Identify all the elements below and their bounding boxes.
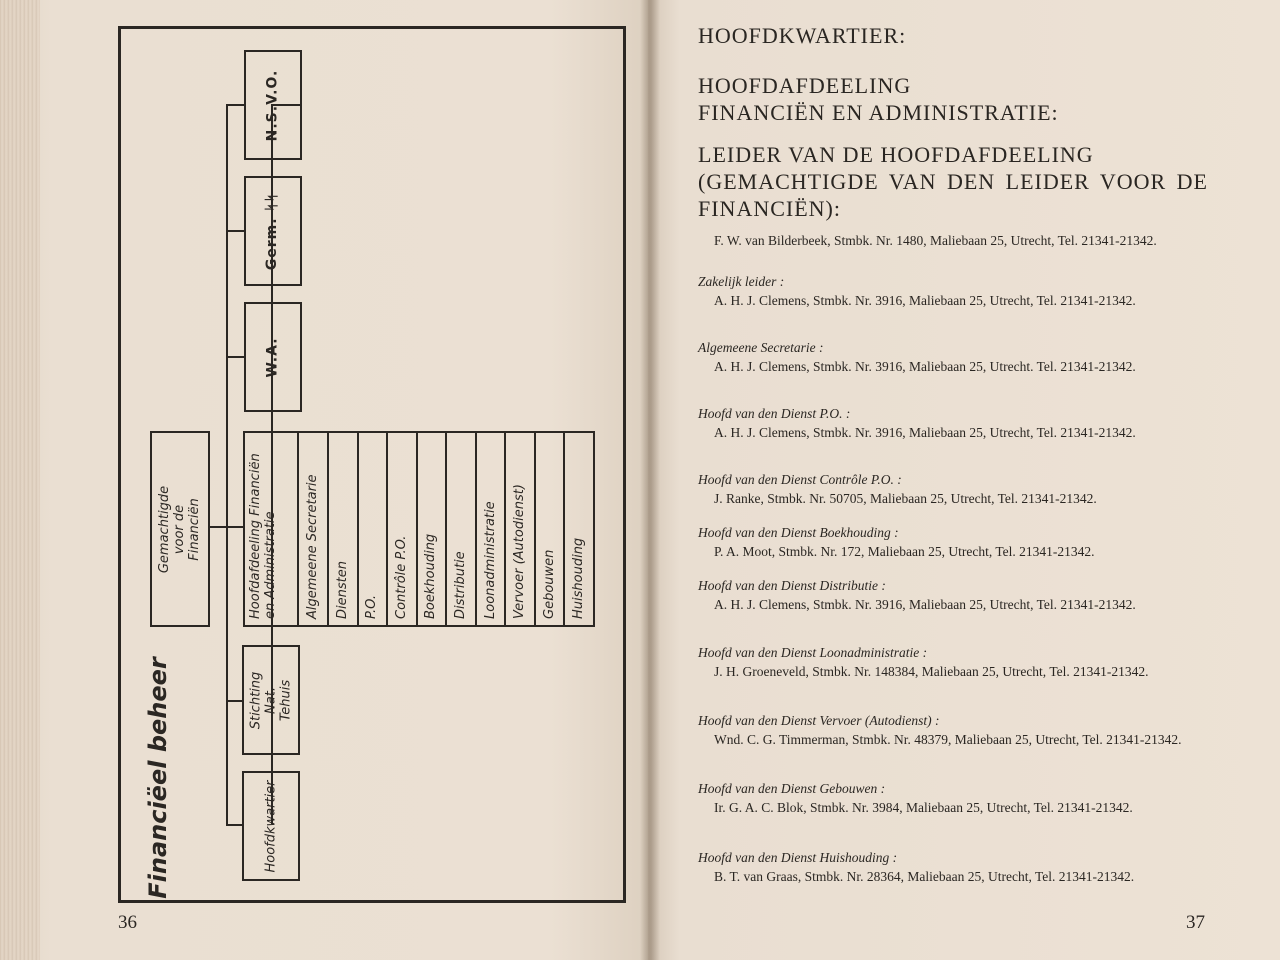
entry-vervoer (698, 713, 1208, 748)
branch-tick-top (210, 526, 244, 528)
department-label: Huishouding (571, 537, 587, 619)
stichting-box (242, 645, 300, 755)
department-label: P.O. (364, 594, 380, 619)
heading-3-line-1: LEIDER VAN DE HOOFDAFDEELING (698, 142, 1094, 167)
hoofdkwartier-box (242, 771, 300, 881)
entry-text: J. H. Groeneveld, Stmbk. Nr. 148384, Maliebaan 25, Utrecht, Tel. 21341-21342. (714, 664, 1149, 679)
entry-po (698, 406, 1208, 441)
trunk-line (226, 104, 228, 824)
department-label: Loonadministratie (482, 501, 498, 619)
branch-box-wa (244, 302, 302, 412)
leader-entry (698, 230, 1208, 249)
branch-tick-nsvo (226, 104, 244, 106)
heading-2-line-1: HOOFDAFDEELING (698, 73, 912, 98)
entry-text: A. H. J. Clemens, Stmbk. Nr. 3916, Maliebaan 25, Utrecht. Tel. 21341-21342. (714, 359, 1136, 374)
entry-zakelijk (698, 274, 1208, 309)
department-col (245, 433, 297, 625)
entry-label: Hoofd van den Dienst Distributie : (698, 578, 886, 593)
entry-text: A. H. J. Clemens, Stmbk. Nr. 3916, Maliebaan 25, Utrecht, Tel. 21341-21342. (714, 425, 1136, 440)
branch-label-nsvo: N.S.V.O. (264, 69, 281, 141)
branch-label-germ: Germ. ᛋᛋ (264, 192, 281, 270)
department-label: Boekhouding (423, 533, 439, 619)
department-label: Gebouwen (541, 549, 557, 619)
gemachtigde-box (150, 431, 210, 627)
page-number-left: 36 (118, 912, 137, 933)
hoofdkwartier-label: Hoofdkwartier (263, 779, 279, 873)
heading-hoofdkwartier (698, 22, 1208, 49)
org-chart-title-text: Financiëel beheer (144, 657, 173, 899)
entry-text: A. H. J. Clemens, Stmbk. Nr. 3916, Maliebaan 25, Utrecht, Tel. 21341-21342. (714, 597, 1136, 612)
departments-table (243, 431, 595, 627)
branch-label-wa: W.A. (264, 336, 281, 378)
heading-hoofdafdeeling (698, 72, 1208, 126)
entry-text: J. Ranke, Stmbk. Nr. 50705, Maliebaan 25, Utrecht, Tel. 21341-21342. (714, 491, 1097, 506)
entry-label: Hoofd van den Dienst P.O. : (698, 406, 851, 421)
branch-box-nsvo (244, 50, 302, 160)
page-number-right: 37 (1186, 912, 1205, 933)
department-label: Diensten (334, 561, 350, 619)
department-label: Contrôle P.O. (393, 535, 409, 619)
entry-label: Hoofd van den Dienst Huishouding : (698, 850, 898, 865)
stichting-label: Stichting Nat. Tehuis (248, 671, 294, 729)
org-chart-frame-bottom (118, 900, 626, 903)
department-col (327, 433, 357, 625)
entry-text: P. A. Moot, Stmbk. Nr. 172, Maliebaan 25, Utrecht, Tel. 21341-21342. (714, 544, 1095, 559)
entry-secretarie (698, 340, 1208, 375)
department-col (357, 433, 387, 625)
branch-tick-germ (226, 230, 244, 232)
department-col (475, 433, 505, 625)
page-stack-edge (0, 0, 40, 960)
entry-distributie (698, 578, 1208, 613)
entry-label: Hoofd van den Dienst Vervoer (Autodienst) : (698, 713, 940, 728)
entry-label: Hoofd van den Dienst Gebouwen : (698, 781, 886, 796)
entry-huishouding (698, 850, 1208, 885)
entry-text: A. H. J. Clemens, Stmbk. Nr. 3916, Maliebaan 25, Utrecht, Tel. 21341-21342. (714, 293, 1136, 308)
heading-2-line-2: FINANCIËN EN ADMINISTRATIE: (698, 100, 1059, 125)
entry-controle (698, 472, 1208, 507)
department-label: Algemeene Secretarie (305, 474, 321, 619)
entry-label: Zakelijk leider : (698, 274, 785, 289)
entry-loonadministratie (698, 645, 1208, 680)
leader-text: F. W. van Bilderbeek, Stmbk. Nr. 1480, Maliebaan 25, Utrecht, Tel. 21341-21342. (714, 233, 1157, 248)
entry-gebouwen (698, 781, 1208, 816)
department-col (504, 433, 534, 625)
department-col (445, 433, 475, 625)
entry-text: Ir. G. A. C. Blok, Stmbk. Nr. 3984, Maliebaan 25, Utrecht, Tel. 21341-21342. (714, 800, 1133, 815)
entry-label: Hoofd van den Dienst Boekhouding : (698, 525, 899, 540)
heading-3-line-3: FINANCIËN): (698, 196, 841, 221)
branch-tick-wa (226, 356, 244, 358)
department-label: Vervoer (Autodienst) (512, 484, 528, 619)
gemachtigde-label: Gemachtigde voor de Financiën (157, 485, 203, 573)
org-chart-title (138, 657, 178, 899)
entry-boekhouding (698, 525, 1208, 560)
department-col (416, 433, 446, 625)
book-gutter (640, 0, 660, 960)
department-label: Hoofdafdeeling Financiën en Administratie (248, 453, 279, 619)
department-col (534, 433, 564, 625)
department-label: Distributie (452, 551, 468, 619)
entry-label: Hoofd van den Dienst Contrôle P.O. : (698, 472, 902, 487)
entry-label: Hoofd van den Dienst Loonadministratie : (698, 645, 928, 660)
entry-text: Wnd. C. G. Timmerman, Stmbk. Nr. 48379, Maliebaan 25, Utrecht, Tel. 21341-21342. (714, 732, 1182, 747)
entry-label: Algemeene Secretarie : (698, 340, 824, 355)
heading-leider (698, 141, 1208, 222)
department-col (297, 433, 327, 625)
department-col (386, 433, 416, 625)
department-col (563, 433, 593, 625)
heading-3-line-2: (GEMACHTIGDE VAN DEN LEIDER VOOR DE (698, 169, 1208, 194)
entry-text: B. T. van Graas, Stmbk. Nr. 28364, Maliebaan 25, Utrecht, Tel. 21341-21342. (714, 869, 1135, 884)
branch-box-germ (244, 176, 302, 286)
heading-1: HOOFDKWARTIER: (698, 23, 907, 48)
